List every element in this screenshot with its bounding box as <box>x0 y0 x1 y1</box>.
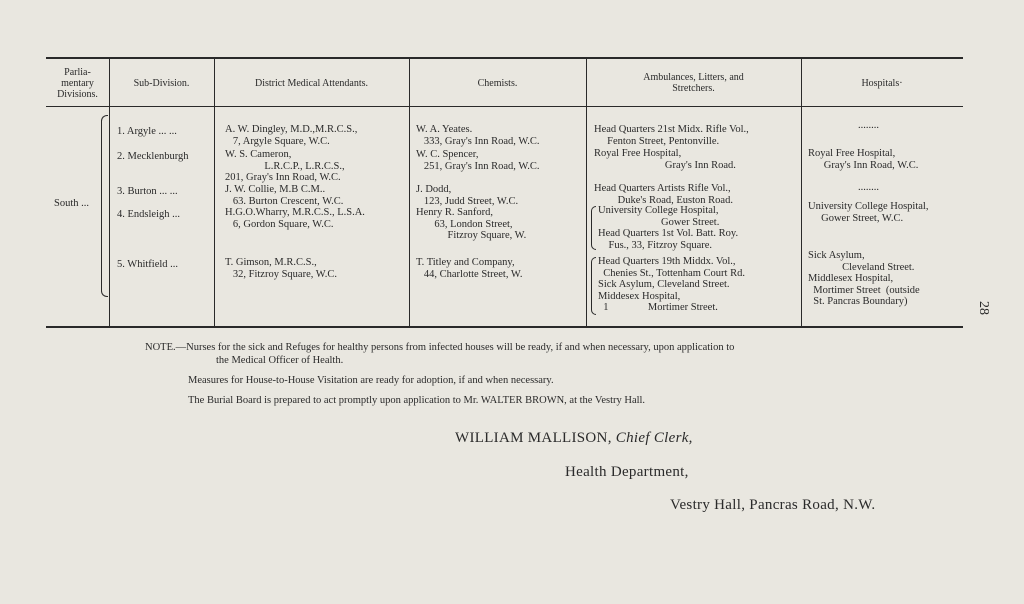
subdivision-burton: 3. Burton ... ... <box>117 186 178 197</box>
attendant-entry: J. W. Collie, M.B C.M.. 63. Burton Crescent, W.C. <box>225 184 344 207</box>
ambulance-brace <box>591 206 596 250</box>
signature-department: Health Department, <box>565 464 689 480</box>
chemist-entry: J. Dodd, 123, Judd Street, W.C. <box>416 184 519 207</box>
header-attendants: District Medical Attendants. <box>254 77 369 89</box>
ambulance-entry: Royal Free Hospital, Gray's Inn Road. <box>594 148 736 171</box>
chemist-entry: W. C. Spencer, 251, Gray's Inn Road, W.C. <box>416 149 540 172</box>
signature-name-text: WILLIAM MALLISON, <box>455 430 616 446</box>
header-bottom-rule <box>46 106 963 107</box>
table-top-rule <box>46 57 963 59</box>
signature-name <box>455 430 693 447</box>
hospital-entry: University College Hospital, Gower Street, W.C. <box>808 201 929 224</box>
division-brace <box>101 115 108 297</box>
subdivision-whitfield: 5. Whitfield ... <box>117 259 179 270</box>
ambulance-entry: Head Quarters 19th Middx. Vol., Chenies St., Tottenham Court Rd. Sick Asylum, Cleveland Street. Middesex Hospital, 1 Mortimer Street. <box>598 256 745 313</box>
hospital-entry: Sick Asylum, Cleveland Street. Middlesex Hospital, Mortimer Street (outside St. Pancras Boundary) <box>808 250 920 307</box>
chemist-entry: W. A. Yeates. 333, Gray's Inn Road, W.C. <box>416 124 540 147</box>
division-label: South ... <box>54 198 90 209</box>
hospital-entry: Royal Free Hospital, Gray's Inn Road, W.C. <box>808 148 919 171</box>
header-ambulances: Ambulances, Litters, and Stretchers. <box>643 72 744 94</box>
page-number: 28 <box>976 301 991 315</box>
note-nurses: NOTE.—Nurses for the sick and Refuges for healthy persons from infected houses will be ready, if and when necessary, upon application to <box>145 342 735 353</box>
table-bottom-rule <box>46 326 963 328</box>
hospital-entry: ........ <box>858 120 879 131</box>
note-nurses-cont: the Medical Officer of Health. <box>216 355 344 366</box>
note-visitation: Measures for House-to-House Visitation are ready for adoption, if and when necessary. <box>188 375 554 386</box>
attendant-entry: H.G.O.Wharry, M.R.C.S., L.S.A. 6, Gordon Square, W.C. <box>225 207 365 230</box>
signature-address: Vestry Hall, Pancras Road, N.W. <box>670 497 876 513</box>
hospital-entry: ........ <box>858 182 879 193</box>
ambulance-brace <box>591 257 596 315</box>
chemist-entry: Henry R. Sanford, 63, London Street, Fitzroy Square, W. <box>416 207 527 241</box>
attendant-entry: A. W. Dingley, M.D.,M.R.C.S., 7, Argyle Square, W.C. <box>225 124 358 147</box>
header-chemists: Chemists. <box>477 77 518 89</box>
ambulance-entry: University College Hospital, Gower Street. Head Quarters 1st Vol. Batt. Roy. Fus., 33, Fitzroy Square. <box>598 205 739 251</box>
signature-role: Chief Clerk, <box>615 430 693 446</box>
subdivision-endsleigh: 4. Endsleigh ... <box>117 209 180 220</box>
ambulance-entry: Head Quarters Artists Rifle Vol., Duke's Road, Euston Road. <box>594 183 733 206</box>
note-burial-board: The Burial Board is prepared to act promptly upon application to Mr. WALTER BROWN, at the Vestry Hall. <box>188 395 646 406</box>
attendant-entry: W. S. Cameron, L.R.C.P., L.R.C.S., 201, Gray's Inn Road, W.C. <box>225 149 345 183</box>
header-hospitals: Hospitals· <box>861 77 903 89</box>
subdivision-mecklenburgh: 2. Mecklenburgh <box>117 151 189 162</box>
ambulance-entry: Head Quarters 21st Midx. Rifle Vol., Fenton Street, Pentonville. <box>594 124 749 147</box>
header-divisions: Parlia- mentary Divisions. <box>57 66 98 100</box>
chemist-entry: T. Titley and Company, 44, Charlotte Street, W. <box>416 257 523 280</box>
attendant-entry: T. Gimson, M.R.C.S., 32, Fitzroy Square, W.C. <box>225 257 337 280</box>
header-subdivision: Sub-Division. <box>133 77 190 89</box>
subdivision-argyle: 1. Argyle ... ... <box>117 126 177 137</box>
